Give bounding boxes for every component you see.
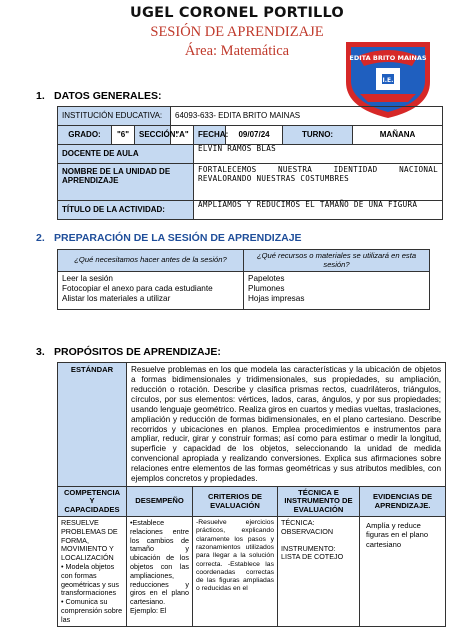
seccion-value: "A": [171, 126, 194, 145]
preparacion-table: [57, 249, 430, 310]
section2-heading: 2. PREPARACIÓN DE LA SESIÓN DE APRENDIZAJE: [36, 232, 302, 244]
competencia-cell: RESUELVE PROBLEMAS DE FORMA, MOVIMIENTO Y LOCALIZACIÓN • Modela objetos con formas geométricas y sus transformaciones • Comunica su comprensión sobre las: [58, 517, 127, 627]
docente-label: DOCENTE DE AULA: [58, 145, 194, 164]
seccion-label: SECCIÓN:: [135, 126, 171, 145]
estandar-label: ESTÁNDAR: [58, 363, 127, 487]
document-title: UGEL CORONEL PORTILLO: [130, 5, 344, 21]
header-criterios: CRITERIOS DE EVALUACIÓN: [193, 487, 278, 517]
actividad-value: AMPLIAMOS Y REDUCIMOS EL TAMAÑO DE UNA FIGURA: [194, 201, 443, 220]
datos-generales-table: [57, 106, 443, 220]
evidencias-cell: Amplía y reduce figuras en el plano cartesiano: [360, 517, 446, 627]
unidad-value: FORTALECEMOS NUESTRA IDENTIDAD NACIONAL REVALORANDO NUESTRAS COSTUMBRES: [194, 164, 443, 201]
prep-col2-cell: [244, 272, 430, 310]
section3-heading: 3. PROPÓSITOS DE APRENDIZAJE:: [36, 346, 221, 358]
section1-heading: 1. DATOS GENERALES:: [36, 90, 162, 102]
tecnica-cell: TÉCNICA: OBSERVACION INSTRUMENTO: LISTA DE COTEJO: [278, 517, 360, 627]
document-area: Área: Matemática: [184, 43, 290, 59]
logo-school-name: EDITA BRITO MAINAS: [349, 54, 427, 62]
fecha-label: FECHA:: [194, 126, 226, 145]
actividad-label: TÍTULO DE LA ACTIVIDAD:: [58, 201, 194, 220]
header-competencia: COMPETENCIA Y CAPACIDADES: [58, 487, 127, 517]
document-subtitle: SESIÓN DE APRENDIZAJE: [150, 24, 324, 40]
logo-ie-text: I.E.: [382, 77, 394, 84]
docente-value: ELVIN RAMOS BLAS: [194, 145, 443, 164]
unidad-label: NOMBRE DE LA UNIDAD DE APRENDIZAJE: [58, 164, 194, 201]
turno-label: TURNO:: [283, 126, 353, 145]
grado-value: "6": [112, 126, 135, 145]
grado-label: GRADO:: [58, 126, 112, 145]
propositos-table: [57, 362, 446, 627]
list-item: Alistar los materiales a utilizar: [62, 294, 171, 304]
header-tecnica: TÉCNICA E INSTRUMENTO DE EVALUACIÓN: [278, 487, 360, 517]
list-item: Hojas impresas: [248, 294, 305, 304]
header-desempeno: DESEMPEÑO: [127, 487, 193, 517]
criterios-cell: -Resuelve ejercicios prácticos, explicando claramente los pasos y razonamientos utilizados para llegar a la solución correcta. -Establece las coordenadas correctas de las figuras ampliadas o reducidas en el: [193, 517, 278, 627]
prep-col2-header: ¿Qué recursos o materiales se utilizará en esta sesión?: [244, 250, 430, 272]
estandar-text: Resuelve problemas en los que modela las características y la ubicación de objetos a formas bidimensionales y tridimensionales, sus propiedades, su ampliación, reducción o rotación. Describe y clasifica prismas rectos, cuadriláteros, triángulos, círculos, por sus elementos: vértices, lados, caras, ángulos, y por sus propiedades; usando lenguaje geométrico. Realiza giros en cuartos y medias vueltas, traslaciones, ampliación y reducción de formas bidimensionales, en el plano cartesiano. Describe recorridos y ubicaciones en planos. Emplea procedimientos e instrumentos para ampliar, reducir, girar y construir formas; así como para estimar o medir la longitud, superficie y capacidad de los objetos, seleccionando la unidad de medida convencional apropiada y realizando conversiones. Explica sus afirmaciones sobre relaciones entre elementos de las formas geométricas y sus atributos medibles, con ejemplos concretos y propiedades.: [127, 363, 446, 487]
list-item: Leer la sesión: [62, 274, 113, 284]
institucion-value: 64093-633- EDITA BRITO MAINAS: [171, 107, 443, 126]
turno-value: MAÑANA: [353, 126, 443, 145]
list-item: Fotocopiar el anexo para cada estudiante: [62, 284, 213, 294]
list-item: Papelotes: [248, 274, 285, 284]
list-item: Plumones: [248, 284, 285, 294]
institucion-label: INSTITUCIÓN EDUCATIVA:: [58, 107, 171, 126]
prep-col1-cell: [58, 272, 244, 310]
header-evidencias: EVIDENCIAS DE APRENDIZAJE.: [360, 487, 446, 517]
fecha-value: 09/07/24: [226, 126, 283, 145]
desempeno-cell: •Establece relaciones entre los cambios de tamaño y ubicación de los objetos con las ampliaciones, reducciones y giros en el plano cartesiano. Ejemplo: El: [127, 517, 193, 627]
prep-col1-header: ¿Qué necesitamos hacer antes de la sesión?: [58, 250, 244, 272]
